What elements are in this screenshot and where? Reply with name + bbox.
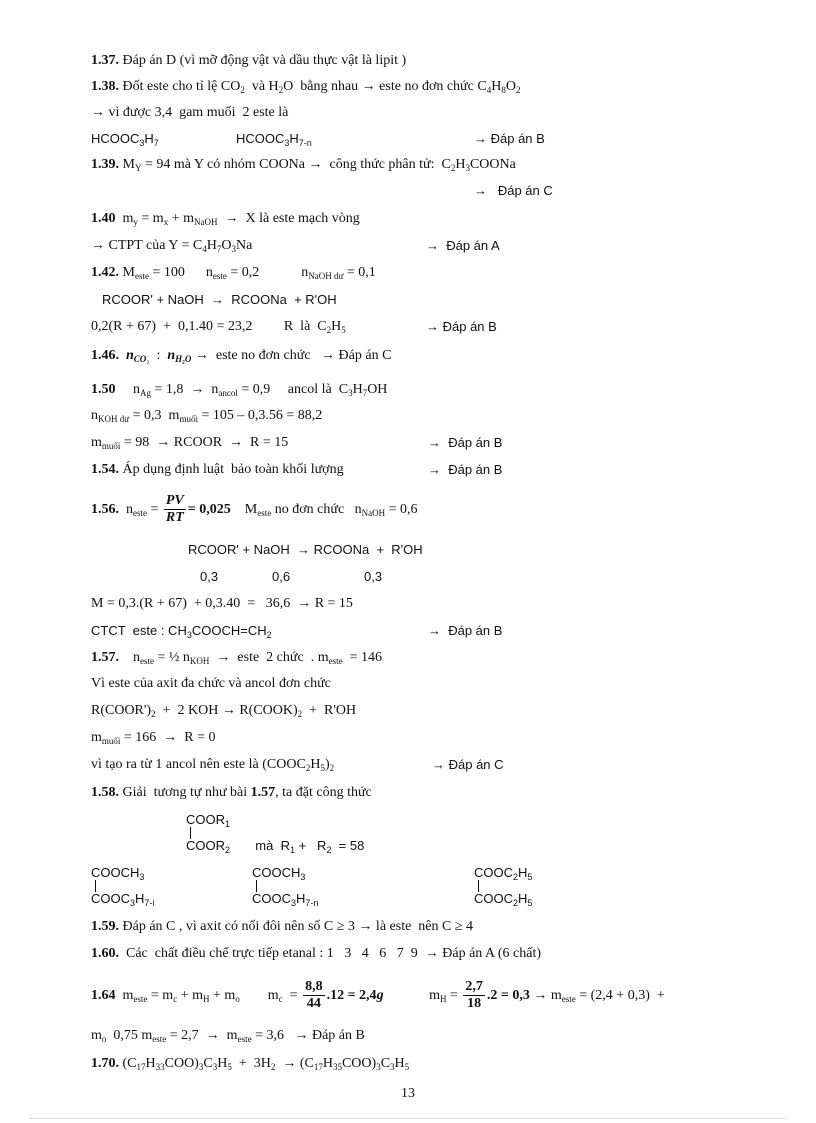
page-number: 13: [401, 1086, 415, 1101]
line-1-59: 1.59. Đáp án C , vì axit có nối đôi nên số C ≥ 3 → là este nên C ≥ 4: [91, 919, 474, 934]
formula-s2-bottom: $COOC_3H_{7-n}$: [252, 891, 319, 908]
line-1-40: 1.40 $m_y = m_x + m_{NaOH} \to X$ là este mạch vòng: [91, 211, 360, 227]
formula-s3-top: $COOC_2H_5$: [474, 865, 533, 882]
line-1-39: 1.39. $M_Y = 94$ mà Y có nhóm COONa → công thức phân tử: $C_2H_3COONa$: [91, 157, 516, 173]
formula-s3-bottom: $COOC_2H_5$: [474, 891, 533, 908]
formula-hcooc3h7-n: $HCOOC_3H_{7-n}$: [236, 131, 312, 148]
line-1-56-c3: 0,3: [364, 569, 383, 584]
line-1-50-c: $m_{muối} = 98$ → RCOOR → R = 15: [91, 435, 289, 451]
line-1-38-b: → vì được 3,4 gam muối 2 este là: [91, 105, 289, 120]
formula-coor1: $COOR_1$: [186, 812, 231, 829]
answer-1-54: → Đáp án B: [428, 462, 503, 477]
line-1-56-d: M = 0,3.(R + 67) + 0,3.40 = 36,6 → R = 15: [91, 596, 353, 611]
line-1-56: 1.56. $n_{este}$ = $\frac{PV}{RT}$ = 0,025 $M_{este}$ no đơn chức $n_{NaOH} = 0,6$: [91, 493, 418, 526]
answer-1-42: → Đáp án B: [426, 319, 497, 334]
fraction-pv-rt: $\frac{PV}{RT}$: [165, 493, 184, 526]
line-1-50-b: $n_{KOH dư} = 0,3$ $m_{muối} = 105 - 0,3.56 = 88,2$: [91, 408, 323, 424]
line-1-42-c: 0,2(R + 67) + 0,1.40 = 23,2 R là $C_2H_5$: [91, 319, 346, 335]
line-1-57-b: Vì este của axit đa chức và ancol đơn chức: [91, 676, 331, 691]
line-1-58: 1.58. Giải tương tự như bài 1.57, ta đặt công thức: [91, 785, 372, 800]
footer-divider: [30, 1118, 786, 1119]
line-1-37: 1.37. Đáp án D (vì mỡ động vật và dầu thực vật là lipit ): [91, 53, 407, 68]
answer-1-57: → Đáp án C: [432, 757, 504, 772]
line-1-64: 1.64 $m_{este} = m_c + m_H + m_o$ $m_c$ = $\frac{8,8}{44}$ .12 = 2,4g $m_H$ = $\frac{2,7}{18}$ $.2 = 0,3 \to m_{este} = (2,4 + 0,3)$ +: [91, 979, 665, 1012]
formula-coor2: $COOR_2$ mà $R_1 + R_2 = 58$: [186, 838, 365, 855]
line-1-56-e: CTCT este : $CH_3COOCH=CH_2$: [91, 623, 272, 640]
line-1-42: 1.42. $M_{este} = 100$ $n_{este} = 0,2$ $n_{NaOH dư} = 0,1$: [91, 265, 376, 281]
line-1-40-b: → CTPT của $Y = C_4H_7O_3Na$: [91, 238, 253, 254]
line-1-57: 1.57. $n_{este}$ = ½ $n_{KOH}$ → este 2 chức . $m_{este} = 146$: [91, 650, 382, 666]
fraction-8-8-44: $\frac{8,8}{44}$: [305, 979, 323, 1012]
formula-s1-bottom: $COOC_3H_{7-i}$: [91, 891, 155, 908]
line-1-54: 1.54. Áp dụng định luật bảo toàn khối lượng: [91, 462, 344, 477]
line-1-56-c1: 0,3: [200, 569, 219, 584]
formula-hcooc3h7: $HCOOC_3H_7$: [91, 131, 159, 148]
answer-1-40: → Đáp án A: [426, 238, 500, 253]
line-1-60: 1.60. Các chất điều chế trực tiếp etanal : 1 3 4 6 7 9 → Đáp án A (6 chất): [91, 946, 542, 961]
line-1-50: 1.50 $n_{Ag} = 1,8 \to n_{ancol} = 0,9$ ancol là $C_3H_7OH$: [91, 382, 388, 398]
answer-1-39: → Đáp án C: [474, 183, 553, 198]
answer-1-38: → Đáp án B: [474, 131, 545, 146]
line-1-57-d: $m_{muối} = 166 \to R = 0$: [91, 730, 216, 746]
line-1-64-b: $m_o$ 0,75 $m_{este} = 2,7 \to m_{este} = 3,6$ → Đáp án B: [91, 1028, 365, 1044]
formula-s1-top: $COOCH_3$: [91, 865, 145, 882]
answer-1-50: → Đáp án B: [428, 435, 503, 450]
line-1-57-c: $R(COOR')_2 + 2$ KOH → $R(COOK)_2 + R'OH$: [91, 703, 357, 719]
line-1-42-b: RCOOR' + NaOH → RCOONa + R'OH: [102, 292, 337, 307]
line-1-46: 1.46. $n_{CO_2}$ : $n_{H_2O}$ → este no đơn chức → Đáp án C: [91, 348, 392, 364]
formula-s2-top: $COOCH_3$: [252, 865, 306, 882]
line-1-56-c2: 0,6: [272, 569, 291, 584]
line-1-38: 1.38. Đốt este cho tỉ lệ $CO_2$ và $H_2O$ bằng nhau → este no đơn chức $C_4H_8O_2$: [91, 79, 521, 95]
line-1-56-b: RCOOR' + NaOH → RCOONa + R'OH: [188, 542, 423, 557]
line-1-57-e: vì tạo ra từ 1 ancol nên este là $(COOC_2H_5)_2$: [91, 757, 335, 773]
line-1-70: 1.70. $(C_{17}H_{33}COO)_3C_3H_5 + 3H_2 \to (C_{17}H_{35}COO)_3C_3H_5$: [91, 1056, 410, 1072]
answer-1-56: → Đáp án B: [428, 623, 503, 638]
fraction-2-7-18: $\frac{2,7}{18}$: [465, 979, 483, 1012]
